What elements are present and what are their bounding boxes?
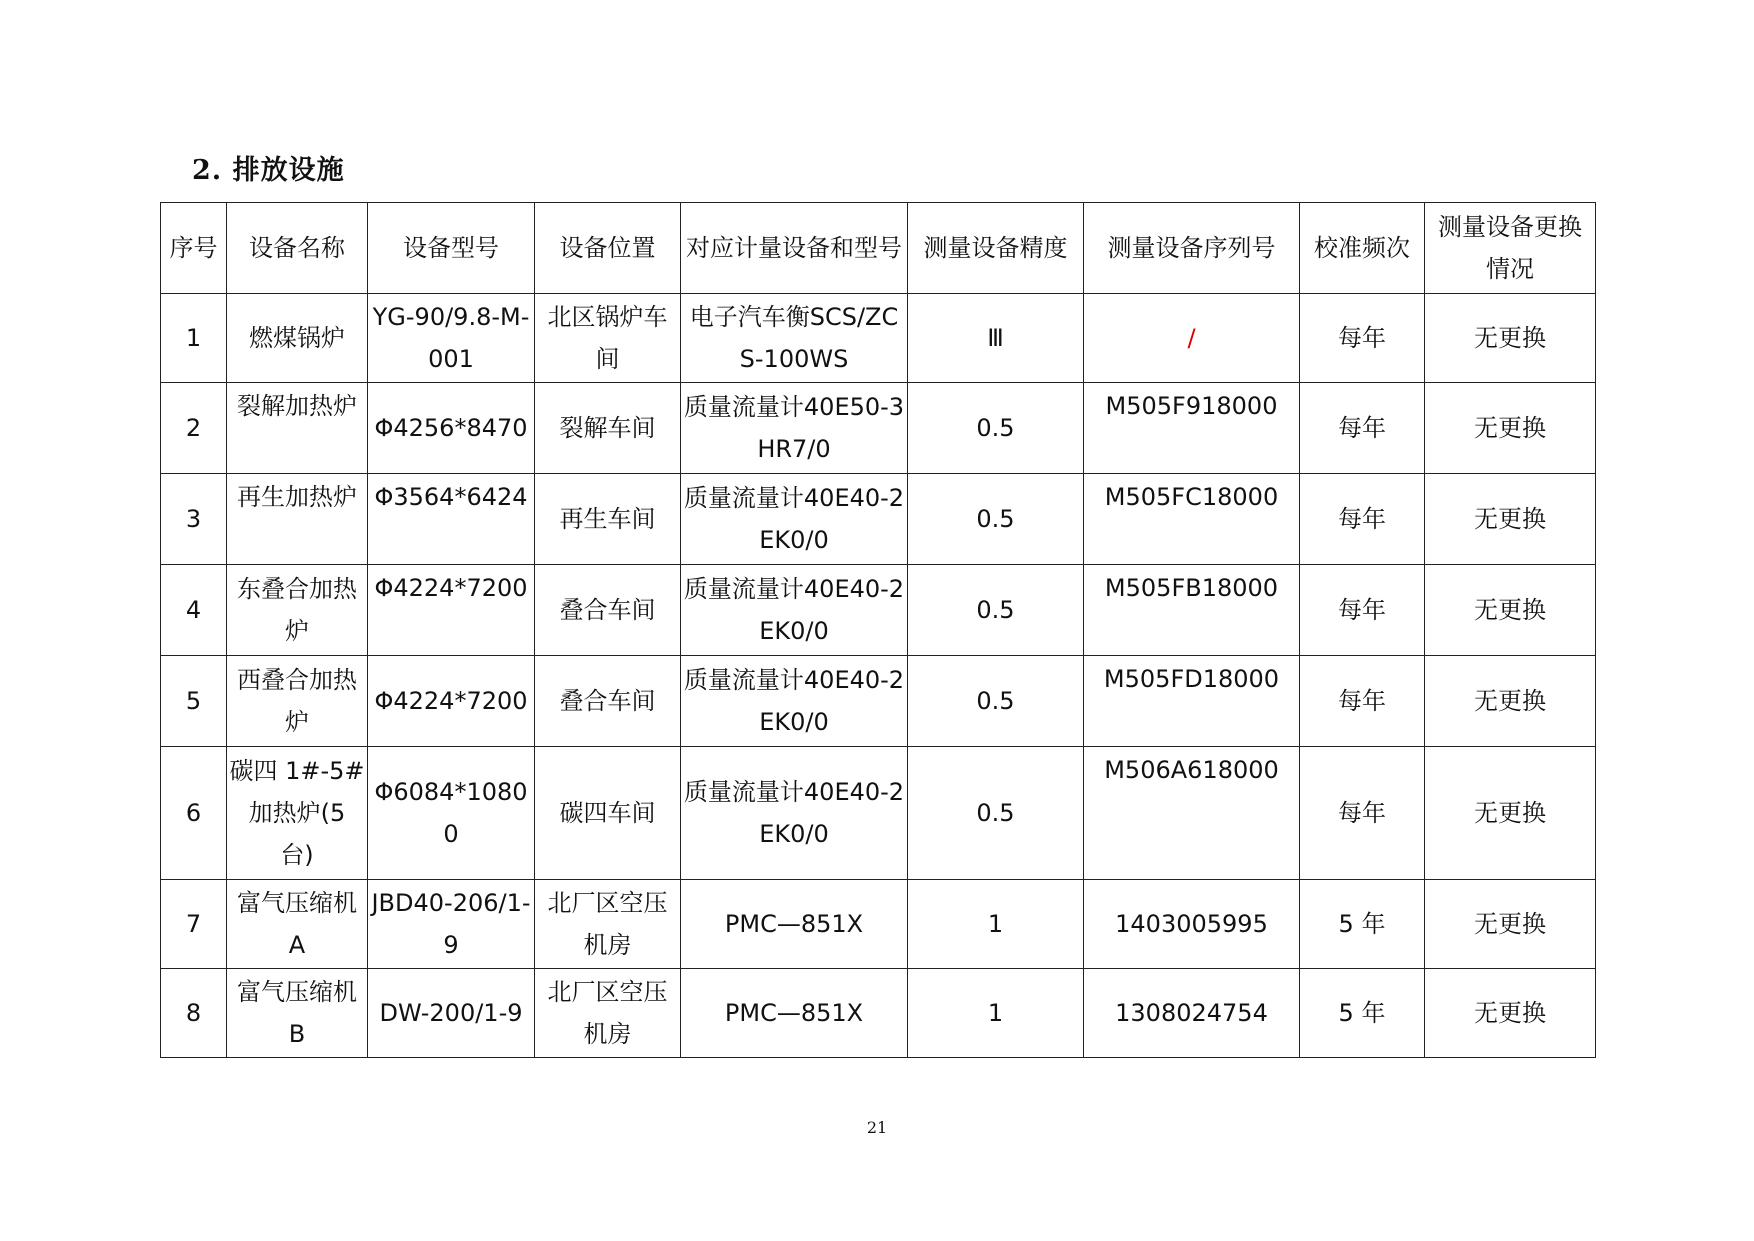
cell-name: 富气压缩机A xyxy=(227,880,368,969)
cell-precision: Ⅲ xyxy=(908,294,1084,383)
cell-precision: 1 xyxy=(908,880,1084,969)
page-number: 21 xyxy=(866,1118,888,1137)
cell-name: 燃煤锅炉 xyxy=(227,294,368,383)
cell-name: 裂解加热炉 xyxy=(227,383,368,474)
table-row xyxy=(161,880,1596,969)
cell-location: 碳四车间 xyxy=(535,747,681,880)
cell-meter: 质量流量计40E50-3HR7/0 xyxy=(681,383,908,474)
cell-name: 东叠合加热炉 xyxy=(227,565,368,656)
cell-serial: / xyxy=(1084,294,1300,383)
cell-model: JBD40-206/1-9 xyxy=(368,880,535,969)
cell-model: Φ3564*6424 xyxy=(368,474,535,565)
cell-replacement: 无更换 xyxy=(1425,656,1596,747)
cell-replacement: 无更换 xyxy=(1425,294,1596,383)
header-frequency: 校准频次 xyxy=(1300,203,1425,294)
cell-replacement: 无更换 xyxy=(1425,747,1596,880)
cell-precision: 0.5 xyxy=(908,474,1084,565)
cell-meter: 质量流量计40E40-2EK0/0 xyxy=(681,565,908,656)
cell-no: 7 xyxy=(161,880,227,969)
cell-meter: 质量流量计40E40-2EK0/0 xyxy=(681,474,908,565)
cell-meter: PMC—851X xyxy=(681,880,908,969)
cell-no: 2 xyxy=(161,383,227,474)
cell-replacement: 无更换 xyxy=(1425,880,1596,969)
cell-location: 裂解车间 xyxy=(535,383,681,474)
cell-precision: 0.5 xyxy=(908,565,1084,656)
cell-no: 8 xyxy=(161,969,227,1058)
table-row xyxy=(161,656,1596,747)
emission-equipment-table xyxy=(160,202,1596,1058)
cell-name: 再生加热炉 xyxy=(227,474,368,565)
table-row xyxy=(161,747,1596,880)
cell-meter: 电子汽车衡SCS/ZCS-100WS xyxy=(681,294,908,383)
cell-no: 5 xyxy=(161,656,227,747)
cell-location: 北区锅炉车间 xyxy=(535,294,681,383)
header-model: 设备型号 xyxy=(368,203,535,294)
section-title: 2. 排放设施 xyxy=(192,155,345,186)
cell-meter: 质量流量计40E40-2EK0/0 xyxy=(681,747,908,880)
table-row xyxy=(161,969,1596,1058)
cell-model: YG-90/9.8-M-001 xyxy=(368,294,535,383)
table-header-row xyxy=(161,203,1596,294)
cell-location: 叠合车间 xyxy=(535,565,681,656)
cell-location: 再生车间 xyxy=(535,474,681,565)
cell-serial: M506A618000 xyxy=(1084,747,1300,880)
header-serial: 测量设备序列号 xyxy=(1084,203,1300,294)
cell-frequency: 每年 xyxy=(1300,294,1425,383)
cell-meter: 质量流量计40E40-2EK0/0 xyxy=(681,656,908,747)
header-meter: 对应计量设备和型号 xyxy=(681,203,908,294)
cell-location: 叠合车间 xyxy=(535,656,681,747)
cell-replacement: 无更换 xyxy=(1425,969,1596,1058)
table-row xyxy=(161,474,1596,565)
cell-model: DW-200/1-9 xyxy=(368,969,535,1058)
cell-no: 6 xyxy=(161,747,227,880)
cell-frequency: 每年 xyxy=(1300,656,1425,747)
cell-frequency: 每年 xyxy=(1300,474,1425,565)
cell-model: Φ4224*7200 xyxy=(368,656,535,747)
cell-location: 北厂区空压机房 xyxy=(535,880,681,969)
table-row xyxy=(161,294,1596,383)
cell-serial: M505F918000 xyxy=(1084,383,1300,474)
cell-serial: M505FD18000 xyxy=(1084,656,1300,747)
cell-no: 1 xyxy=(161,294,227,383)
cell-name: 富气压缩机B xyxy=(227,969,368,1058)
cell-serial: M505FB18000 xyxy=(1084,565,1300,656)
cell-no: 4 xyxy=(161,565,227,656)
table-row xyxy=(161,383,1596,474)
cell-frequency: 每年 xyxy=(1300,383,1425,474)
cell-frequency: 5 年 xyxy=(1300,880,1425,969)
cell-name: 西叠合加热炉 xyxy=(227,656,368,747)
header-name: 设备名称 xyxy=(227,203,368,294)
cell-precision: 0.5 xyxy=(908,383,1084,474)
cell-replacement: 无更换 xyxy=(1425,565,1596,656)
cell-model: Φ4256*8470 xyxy=(368,383,535,474)
cell-frequency: 每年 xyxy=(1300,747,1425,880)
cell-precision: 1 xyxy=(908,969,1084,1058)
cell-name: 碳四 1#-5#加热炉(5 台) xyxy=(227,747,368,880)
cell-frequency: 每年 xyxy=(1300,565,1425,656)
header-precision: 测量设备精度 xyxy=(908,203,1084,294)
header-no: 序号 xyxy=(161,203,227,294)
table-row xyxy=(161,565,1596,656)
cell-frequency: 5 年 xyxy=(1300,969,1425,1058)
cell-location: 北厂区空压机房 xyxy=(535,969,681,1058)
cell-no: 3 xyxy=(161,474,227,565)
cell-replacement: 无更换 xyxy=(1425,383,1596,474)
cell-serial: 1308024754 xyxy=(1084,969,1300,1058)
cell-precision: 0.5 xyxy=(908,656,1084,747)
cell-model: Φ4224*7200 xyxy=(368,565,535,656)
cell-serial: M505FC18000 xyxy=(1084,474,1300,565)
header-replacement: 测量设备更换情况 xyxy=(1425,203,1596,294)
cell-serial: 1403005995 xyxy=(1084,880,1300,969)
header-location: 设备位置 xyxy=(535,203,681,294)
cell-model: Φ6084*10800 xyxy=(368,747,535,880)
cell-precision: 0.5 xyxy=(908,747,1084,880)
cell-meter: PMC—851X xyxy=(681,969,908,1058)
cell-replacement: 无更换 xyxy=(1425,474,1596,565)
